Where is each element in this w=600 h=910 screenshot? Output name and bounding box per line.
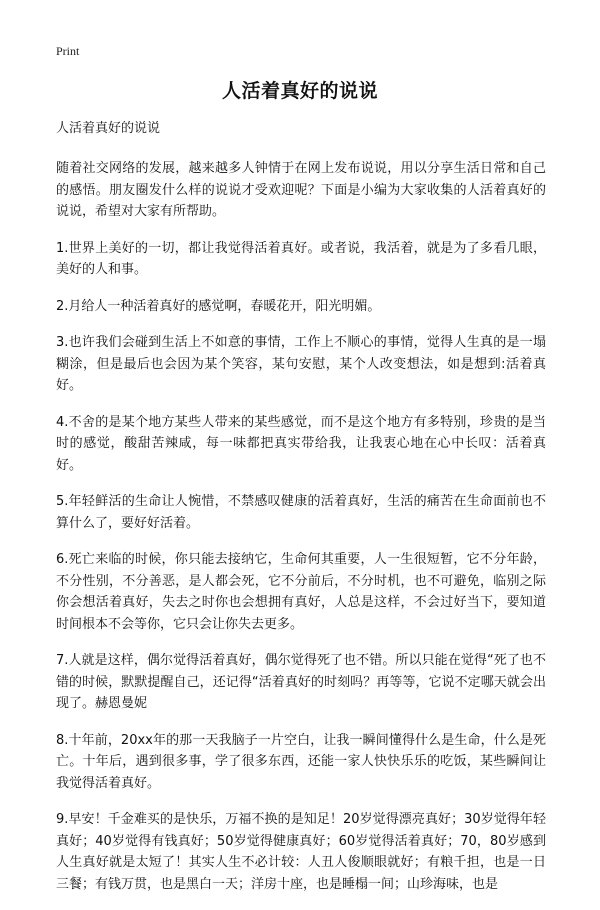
list-item: 2.月给人一种活着真好的感觉啊，春暖花开，阳光明媚。 bbox=[56, 298, 381, 314]
print-link[interactable]: Print bbox=[56, 44, 80, 58]
list-item: 6.死亡来临的时候，你只能去接纳它，生命何其重要，人一生很短暂，它不分年龄，不分性别，不分善恶，是人都会死，它不分前后，不分时机，也不可避免，临别之际你会想活着真好，失去之时你也会想拥有真好，人总是这样，不会过好当下，要知道时间根本不会等你，它只会让你失去更多。 bbox=[56, 552, 546, 632]
list-item: 8.十年前，20xx年的那一天我脑子一片空白，让我一瞬间懂得什么是生命，什么是死亡。十年后，遇到很多事，学了很多东西，还能一家人快快乐乐的吃饭，某些瞬间让我觉得活着真好。 bbox=[56, 732, 546, 791]
list-item: 1.世界上美好的一切，都让我觉得活着真好。或者说，我活着，就是为了多看几眼，美好的人和事。 bbox=[56, 240, 546, 277]
article-subtitle: 人活着真好的说说 bbox=[56, 121, 161, 136]
list-item: 7.人就是这样，偶尔觉得活着真好，偶尔觉得死了也不错。所以只能在觉得“死了也不错的时候，默默提醒自己，还记得“活着真好的时刻吗？再等等，它说不定哪天就会出现了。赫恩曼妮 bbox=[56, 653, 546, 711]
article-body bbox=[56, 118, 546, 910]
intro-paragraph: 随着社交网络的发展，越来越多人钟情于在网上发布说说，用以分享生活日常和自己的感悟。朋友圈发什么样的说说才受欢迎呢？下面是小编为大家收集的人活着真好的说说，希望对大家有所帮助。 bbox=[56, 161, 546, 219]
list-item: 4.不舍的是某个地方某些人带来的某些感觉，而不是这个地方有多特别，珍贵的是当时的感觉，酸甜苦辣咸，每一味都把真实带给我，让我衷心地在心中长叹：活着真好。 bbox=[56, 414, 546, 473]
list-item: 9.早安！千金难买的是快乐，万福不换的是知足！20岁觉得漂亮真好；30岁觉得年轻真好；40岁觉得有钱真好；50岁觉得健康真好；60岁觉得活着真好；70，80岁感到人生真好就是太短了！其实人生不必计较：人丑人俊顺眼就好；有粮千担，也是一日三餐；有钱万贯，也是黑白一天；洋房十座，也是睡榻一间；山珍海味，也是 bbox=[56, 812, 546, 892]
list-item: 3.也许我们会碰到生活上不如意的事情，工作上不顺心的事情，觉得人生真的是一塌糊涂，但是最后也会因为某个笑容，某句安慰，某个人改变想法，如是想到:活着真好。 bbox=[56, 335, 546, 393]
list-item: 5.年轻鲜活的生命让人惋惜，不禁感叹健康的活着真好，生活的痛苦在生命面前也不算什么了，要好好活着。 bbox=[56, 494, 546, 531]
page-title: 人活着真好的说说 bbox=[221, 80, 378, 102]
